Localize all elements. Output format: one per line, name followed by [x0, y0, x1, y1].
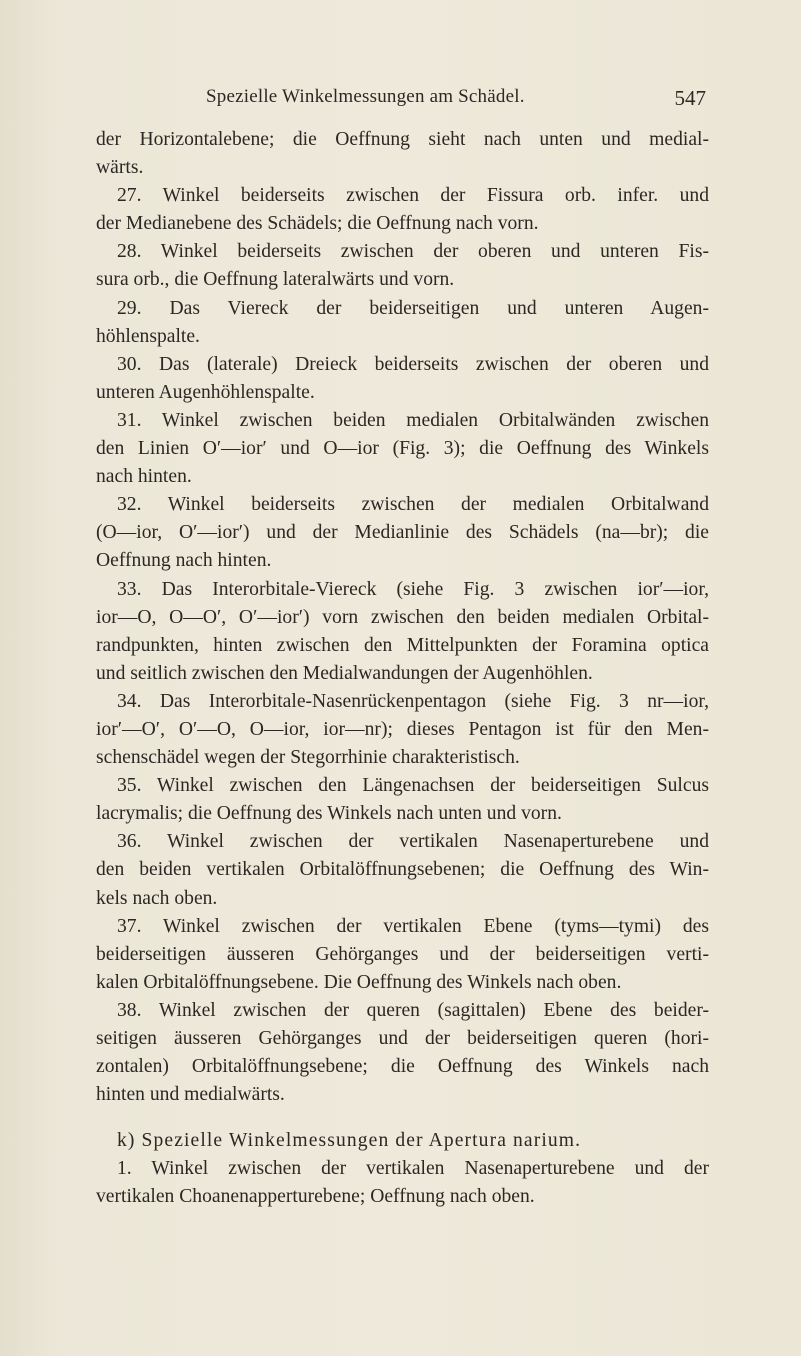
text-line: lacrymalis; die Oeffnung des Winkels nach unten und vorn.: [96, 803, 562, 825]
text-line: 33. Das Interorbitale-Viereck (siehe Fig. 3 zwischen ior′—ior,: [117, 578, 709, 600]
section-paragraphs: [96, 1155, 709, 1211]
text-line: beiderseitigen äusseren Gehörganges und der beiderseitigen verti-: [96, 943, 709, 965]
text-line: 36. Winkel zwischen der vertikalen Nasenaperturebene und: [117, 831, 709, 853]
text-line: hinten und medialwärts.: [96, 1084, 285, 1106]
text-line: den beiden vertikalen Orbitalöffnungsebenen; die Oeffnung des Win-: [96, 859, 709, 881]
text-line: 34. Das Interorbitale-Nasenrückenpentagon (siehe Fig. 3 nr—ior,: [117, 690, 709, 712]
text-line: 28. Winkel beiderseits zwischen der oberen und unteren Fis-: [117, 241, 709, 263]
text-line: 32. Winkel beiderseits zwischen der medialen Orbitalwand: [117, 494, 709, 516]
body-text: [96, 126, 709, 1212]
text-line: der Horizontalebene; die Oeffnung sieht nach unten und medial-: [96, 129, 709, 150]
text-line: zontalen) Orbitalöffnungsebene; die Oeffnung des Winkels nach: [96, 1056, 709, 1078]
text-line: 27. Winkel beiderseits zwischen der Fissura orb. infer. und: [117, 185, 709, 207]
text-line: Oeffnung nach hinten.: [96, 550, 272, 572]
text-line: sura orb., die Oeffnung lateralwärts und vorn.: [96, 269, 455, 291]
text-line: 30. Das (laterale) Dreieck beiderseits zwischen der oberen und: [117, 353, 709, 375]
page-number: 547: [674, 86, 706, 110]
text-line: kalen Orbitalöffnungsebene. Die Oeffnung des Winkels nach oben.: [96, 971, 622, 993]
text-line: und seitlich zwischen den Medialwandungen der Augenhöhlen.: [96, 662, 593, 684]
text-line: 35. Winkel zwischen den Längenachsen der beiderseitigen Sulcus: [117, 775, 709, 797]
main-paragraphs: [96, 126, 709, 1109]
text-line: 37. Winkel zwischen der vertikalen Ebene (tyms—tymi) des: [117, 915, 709, 937]
text-line: den Linien O′—ior′ und O—ior (Fig. 3); die Oeffnung des Winkels: [96, 438, 709, 460]
text-line: wärts.: [96, 157, 144, 179]
text-line: kels nach oben.: [96, 887, 218, 909]
text-line: (O—ior, O′—ior′) und der Medianlinie des Schädels (na—br); die: [96, 522, 709, 544]
text-line: schenschädel wegen der Stegorrhinie charakteristisch.: [96, 747, 520, 769]
section-gap: [96, 1109, 709, 1127]
text-line: 38. Winkel zwischen der queren (sagittalen) Ebene des beider-: [117, 999, 709, 1021]
text-line: ior—O, O—O′, O′—ior′) vorn zwischen den beiden medialen Orbital-: [96, 606, 709, 628]
text-line: höhlenspalte.: [96, 325, 200, 347]
text-line: seitigen äusseren Gehörganges und der beiderseitigen queren (hori-: [96, 1028, 709, 1049]
text-line: vertikalen Choanenapperturebene; Oeffnung nach oben.: [96, 1186, 535, 1208]
page-header: [96, 86, 706, 116]
text-line: ior′—O′, O′—O, O—ior, ior—nr); dieses Pentagon ist für den Men-: [96, 718, 709, 740]
running-title: Spezielle Winkelmessungen am Schädel.: [206, 86, 525, 107]
text-line: 1. Winkel zwischen der vertikalen Nasenaperturebene und der: [117, 1158, 709, 1180]
text-line: unteren Augenhöhlenspalte.: [96, 381, 315, 403]
text-line: 31. Winkel zwischen beiden medialen Orbitalwänden zwischen: [117, 409, 709, 431]
text-line: randpunkten, hinten zwischen den Mittelpunkten der Foramina optica: [96, 634, 709, 656]
section-heading: k) Spezielle Winkelmessungen der Apertura narium.: [117, 1130, 582, 1152]
text-line: nach hinten.: [96, 466, 192, 488]
text-line: der Medianebene des Schädels; die Oeffnung nach vorn.: [96, 213, 539, 235]
text-line: 29. Das Viereck der beiderseitigen und unteren Augen-: [117, 297, 709, 319]
